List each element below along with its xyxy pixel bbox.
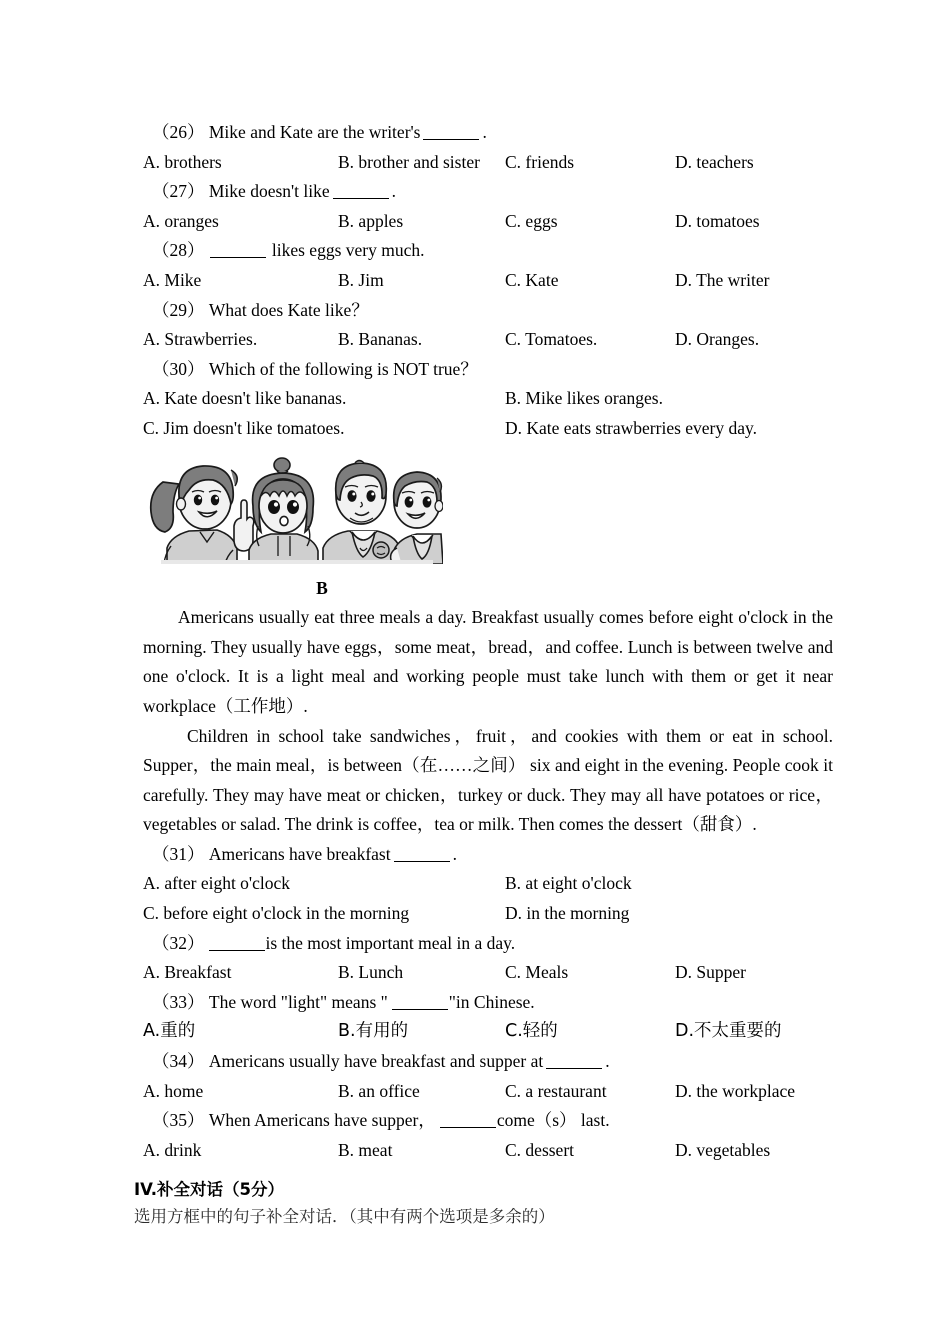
question-text-33: The word "light" means " bbox=[208, 991, 388, 1012]
section-iv-instruction: 选用方框中的句子补全对话．（其中有两个选项是多余的） bbox=[134, 1207, 555, 1227]
section-iv-heading: IV.补全对话（5分） bbox=[134, 1180, 285, 1200]
option-27-b[interactable]: B. apples bbox=[338, 210, 404, 231]
question-stem-33 bbox=[143, 988, 833, 1018]
answer-blank-27[interactable] bbox=[333, 198, 389, 199]
option-27-c[interactable]: C. eggs bbox=[505, 210, 558, 231]
four-children-cartoon-image bbox=[145, 456, 443, 564]
option-34-a[interactable]: A. home bbox=[143, 1080, 204, 1101]
option-34-b[interactable]: B. an office bbox=[338, 1080, 420, 1101]
passage-b-title: B bbox=[316, 577, 328, 598]
option-32-d[interactable]: D. Supper bbox=[675, 962, 746, 983]
question-number-28: （28） bbox=[152, 240, 205, 261]
options-row-30-bottom bbox=[143, 414, 833, 444]
options-row-29 bbox=[143, 325, 833, 355]
option-30-d[interactable]: D. Kate eats strawberries every day. bbox=[505, 417, 758, 438]
option-30-a[interactable]: A. Kate doesn't like bananas. bbox=[143, 388, 347, 409]
option-31-b[interactable]: B. at eight o'clock bbox=[505, 873, 632, 894]
option-28-b[interactable]: B. Jim bbox=[338, 269, 384, 290]
option-29-c[interactable]: C. Tomatoes. bbox=[505, 329, 598, 350]
question-number-29: （29） bbox=[152, 299, 205, 320]
option-32-a[interactable]: A. Breakfast bbox=[143, 962, 232, 983]
question-text-35: When Americans have supper， bbox=[208, 1110, 436, 1131]
passage-b-paragraph-2: Children in school take sandwiches，fruit，and cookies with them or eat in school. Supper，the main meal，is between（在……之间） six and eight in the evening. People cook it carefully. They may have meat or chicken，turkey or duck. They may all have potatoes or rice，vegetables or salad. The drink is coffee，tea or milk. Then comes the dessert（甜食）. bbox=[143, 725, 833, 835]
question-stem-26 bbox=[143, 118, 833, 148]
question-stem-32 bbox=[143, 929, 833, 959]
question-stem-34 bbox=[143, 1047, 833, 1077]
question-number-30: （30） bbox=[152, 358, 205, 379]
option-27-a[interactable]: A. oranges bbox=[143, 210, 219, 231]
question-number-31: （31） bbox=[152, 843, 205, 864]
question-tail-34: . bbox=[605, 1051, 610, 1072]
passage-b-paragraph-1: Americans usually eat three meals a day. Breakfast usually comes before eight o'clock in the morning. They usually have eggs，some meat，bread，and coffee. Lunch is between twelve and one o'clock. It is a light meal and working people must take lunch with them or get it near workplace（工作地）. bbox=[143, 607, 833, 716]
options-row-34 bbox=[143, 1077, 833, 1107]
question-tail-35: come（s） last. bbox=[496, 1110, 610, 1131]
option-34-c[interactable]: C. a restaurant bbox=[505, 1080, 607, 1101]
options-row-26 bbox=[143, 148, 833, 178]
question-stem-35 bbox=[143, 1106, 833, 1136]
option-33-c[interactable]: C.轻的 bbox=[505, 1021, 558, 1042]
question-tail-28: likes eggs very much. bbox=[271, 240, 425, 261]
option-32-b[interactable]: B. Lunch bbox=[338, 962, 404, 983]
option-28-d[interactable]: D. The writer bbox=[675, 269, 770, 290]
option-26-a[interactable]: A. brothers bbox=[143, 151, 222, 172]
options-row-27 bbox=[143, 207, 833, 237]
option-27-d[interactable]: D. tomatoes bbox=[675, 210, 760, 231]
option-26-b[interactable]: B. brother and sister bbox=[338, 151, 480, 172]
options-row-32 bbox=[143, 958, 833, 988]
answer-blank-32[interactable] bbox=[209, 950, 265, 951]
question-tail-32: is the most important meal in a day. bbox=[265, 932, 516, 953]
question-number-34: （34） bbox=[152, 1051, 205, 1072]
option-33-b[interactable]: B.有用的 bbox=[338, 1021, 409, 1042]
answer-blank-26[interactable] bbox=[423, 139, 479, 140]
question-text-31: Americans have breakfast bbox=[208, 843, 391, 864]
question-number-35: （35） bbox=[152, 1110, 205, 1131]
option-32-c[interactable]: C. Meals bbox=[505, 962, 569, 983]
option-35-d[interactable]: D. vegetables bbox=[675, 1139, 771, 1160]
options-row-28 bbox=[143, 266, 833, 296]
option-35-c[interactable]: C. dessert bbox=[505, 1139, 575, 1160]
answer-blank-28[interactable] bbox=[210, 257, 266, 258]
question-stem-28 bbox=[143, 236, 833, 266]
question-tail-33: "in Chinese. bbox=[448, 991, 535, 1012]
question-text-34: Americans usually have breakfast and supper at bbox=[208, 1051, 544, 1072]
question-stem-30 bbox=[143, 355, 833, 385]
question-text-27: Mike doesn't like bbox=[208, 181, 330, 202]
option-31-c[interactable]: C. before eight o'clock in the morning bbox=[143, 903, 410, 924]
option-30-c[interactable]: C. Jim doesn't like tomatoes. bbox=[143, 417, 345, 438]
question-text-30: Which of the following is NOT true？ bbox=[208, 358, 478, 379]
options-row-33 bbox=[143, 1017, 833, 1047]
option-26-d[interactable]: D. teachers bbox=[675, 151, 754, 172]
question-tail-31: . bbox=[452, 843, 457, 864]
answer-blank-34[interactable] bbox=[546, 1068, 602, 1069]
question-stem-27 bbox=[143, 177, 833, 207]
option-35-b[interactable]: B. meat bbox=[338, 1139, 393, 1160]
question-tail-27: . bbox=[391, 181, 397, 202]
option-35-a[interactable]: A. drink bbox=[143, 1139, 202, 1160]
option-33-a[interactable]: A.重的 bbox=[143, 1021, 196, 1042]
options-row-31-top bbox=[143, 869, 833, 899]
answer-blank-31[interactable] bbox=[394, 861, 450, 862]
options-row-30-top bbox=[143, 384, 833, 414]
question-number-27: （27） bbox=[152, 181, 205, 202]
option-34-d[interactable]: D. the workplace bbox=[675, 1080, 796, 1101]
option-31-d[interactable]: D. in the morning bbox=[505, 903, 630, 924]
options-row-31-bottom bbox=[143, 899, 833, 929]
option-29-b[interactable]: B. Bananas. bbox=[338, 329, 423, 350]
page-content bbox=[134, 118, 833, 1230]
options-row-35 bbox=[143, 1136, 833, 1166]
question-stem-31 bbox=[143, 840, 833, 870]
option-31-a[interactable]: A. after eight o'clock bbox=[143, 873, 290, 894]
question-number-33: （33） bbox=[152, 991, 205, 1012]
question-number-26: （26） bbox=[152, 122, 205, 142]
option-26-c[interactable]: C. friends bbox=[505, 151, 575, 172]
question-text-26: Mike and Kate are the writer's bbox=[208, 122, 421, 142]
child-4 bbox=[391, 472, 443, 564]
option-30-b[interactable]: B. Mike likes oranges. bbox=[505, 388, 663, 409]
answer-blank-35[interactable] bbox=[440, 1127, 496, 1128]
option-33-d[interactable]: D.不太重要的 bbox=[675, 1021, 782, 1042]
option-29-d[interactable]: D. Oranges. bbox=[675, 329, 760, 350]
option-28-a[interactable]: A. Mike bbox=[143, 269, 202, 290]
option-28-c[interactable]: C. Kate bbox=[505, 269, 559, 290]
option-29-a[interactable]: A. Strawberries. bbox=[143, 329, 258, 350]
answer-blank-33[interactable] bbox=[392, 1009, 448, 1010]
question-number-32: （32） bbox=[152, 932, 205, 953]
question-stem-29 bbox=[143, 296, 833, 326]
illustration-svg bbox=[145, 456, 443, 564]
question-text-29: What does Kate like？ bbox=[208, 299, 369, 320]
question-tail-26: . bbox=[482, 122, 487, 142]
